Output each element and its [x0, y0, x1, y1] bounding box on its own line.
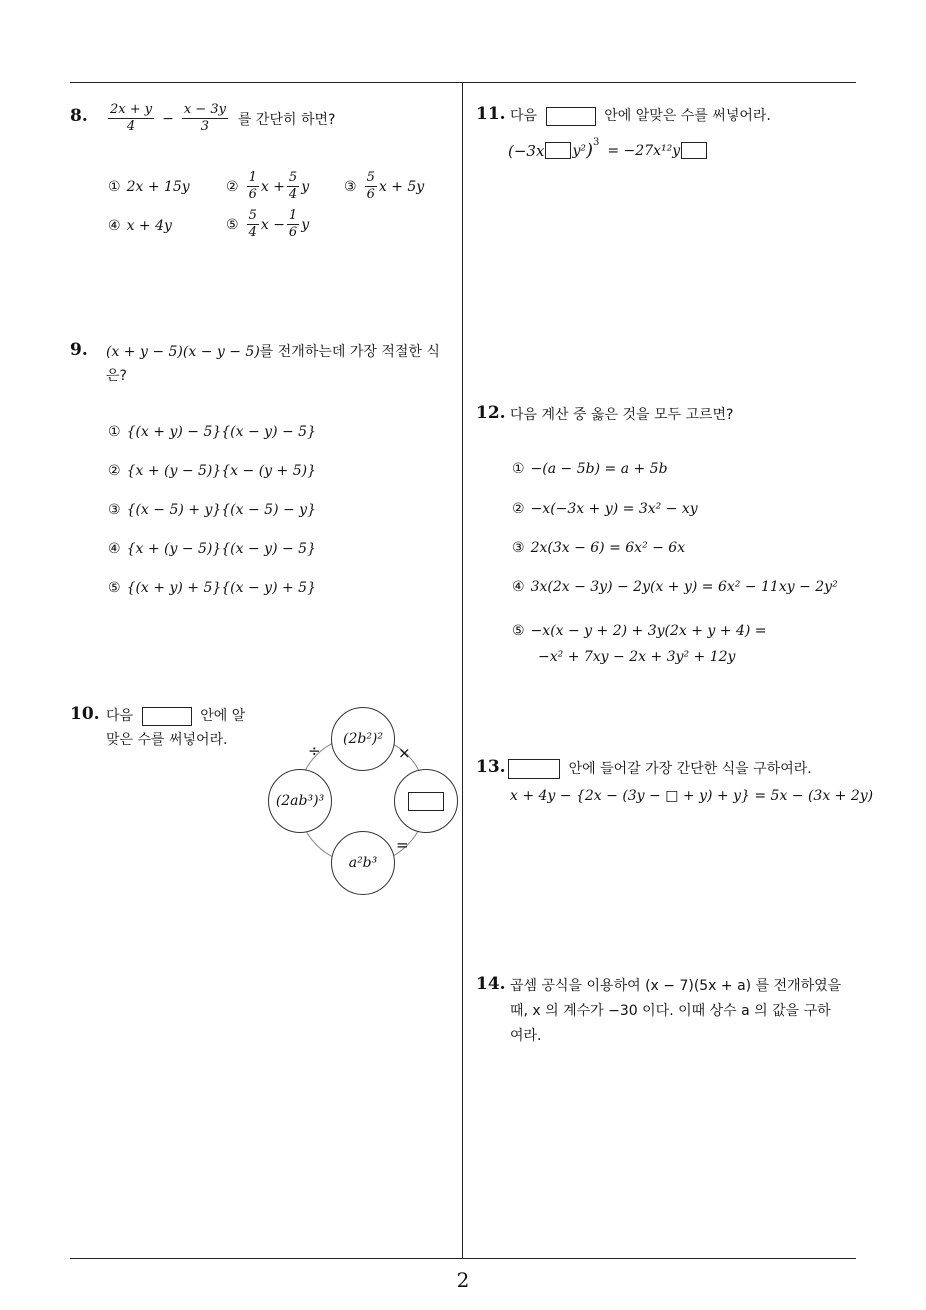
q8-fraction-2: $\frac{x - 3y}{3}$	[183, 102, 226, 134]
bottom-rule	[70, 1258, 856, 1259]
question-12-number: 12.	[476, 403, 506, 423]
q8-choice-2[interactable]: ② $\frac{1}{6}$ x + $\frac{5}{4}$ y	[226, 170, 310, 202]
diagram-node-bottom: a²b³	[331, 831, 395, 895]
diagram-node-left: (2ab³)³	[268, 769, 332, 833]
question-8-stem: $\frac{2x + y}{4}$ − $\frac{x - 3y}{3}$ 를 간단히 하면?	[110, 102, 336, 134]
q9-choice-2[interactable]: ② {x + (y − 5)}{x − (y + 5)}	[108, 463, 316, 479]
question-10-number: 10.	[70, 704, 100, 724]
question-8-number: 8.	[70, 106, 88, 126]
q8-choice-4[interactable]: ④ x + 4y	[108, 218, 172, 234]
q11-equation: (−3x y² ) $^3$ = −27x¹²y	[508, 140, 707, 161]
question-13-number: 13.	[476, 757, 506, 777]
q12-choice-1[interactable]: ① −(a − 5b) = a + 5b	[512, 461, 668, 477]
q8-fraction-1: $\frac{2x + y}{4}$	[110, 102, 153, 134]
q9-choice-5[interactable]: ⑤ {(x + y) + 5}{(x − y) + 5}	[108, 580, 316, 596]
q13-answer-box[interactable]	[508, 759, 560, 779]
equals-operator: =	[396, 836, 409, 854]
q11-exponent-box-1[interactable]	[545, 142, 571, 159]
q10-operation-diagram	[268, 706, 456, 896]
question-13-stem: 안에 들어갈 가장 간단한 식을 구하여라.	[508, 757, 812, 781]
q8-choice-1[interactable]: ① 2x + 15y	[108, 179, 190, 195]
diagram-answer-box[interactable]	[408, 792, 444, 811]
question-9-number: 9.	[70, 340, 88, 360]
diagram-node-right	[394, 769, 458, 833]
q9-choice-1[interactable]: ① {(x + y) − 5}{(x − y) − 5}	[108, 424, 316, 440]
q13-equation: x + 4y − {2x − (3y − □ + y) + y} = 5x − (3x + 2y)	[510, 788, 874, 804]
q12-choice-5[interactable]: ⑤ −x(x − y + 2) + 3y(2x + y + 4) = −x² + 7xy − 2x + 3y² + 12y	[512, 623, 767, 665]
question-12-stem: 다음 계산 중 옳은 것을 모두 고르면?	[510, 407, 734, 423]
q11-prompt-box	[546, 107, 596, 126]
q12-choice-3[interactable]: ③ 2x(3x − 6) = 6x² − 6x	[512, 540, 686, 556]
q8-choice-5[interactable]: ⑤ $\frac{5}{4}$ x − $\frac{1}{6}$ y	[226, 208, 310, 240]
q11-exponent-box-2[interactable]	[681, 142, 707, 159]
q12-choice-2[interactable]: ② −x(−3x + y) = 3x² − xy	[512, 501, 698, 517]
question-9-stem: (x + y − 5)(x − y − 5)를 전개하는데 가장 적절한 식 은?	[106, 344, 440, 384]
q8-prompt: 를 간단히 하면?	[237, 111, 336, 128]
q9-choice-3[interactable]: ③ {(x − 5) + y}{(x − 5) − y}	[108, 502, 316, 518]
question-10-stem: 다음 안에 알 맞은 수를 써넣어라.	[106, 708, 246, 748]
question-14-stem: 곱셈 공식을 이용하여 (x − 7)(5x + a) 를 전개하였을 때, x 의 계수가 −30 이다. 이때 상수 a 의 값을 구하 여라.	[510, 978, 842, 1044]
page-number: 2	[456, 1268, 470, 1292]
q9-choice-4[interactable]: ④ {x + (y − 5)}{(x − y) − 5}	[108, 541, 316, 557]
question-11-stem: 다음 안에 알맞은 수를 써넣어라.	[510, 108, 771, 124]
question-11-number: 11.	[476, 104, 506, 124]
q10-answer-box[interactable]	[142, 707, 192, 726]
column-divider	[462, 82, 463, 1258]
divide-operator: ÷	[308, 742, 321, 760]
times-operator: ×	[398, 744, 411, 762]
question-14-number: 14.	[476, 974, 506, 994]
diagram-node-top: (2b²)²	[331, 707, 395, 771]
top-rule	[70, 82, 856, 83]
q12-choice-4[interactable]: ④ 3x(2x − 3y) − 2y(x + y) = 6x² − 11xy − 2y²	[512, 579, 838, 595]
q8-choice-3[interactable]: ③ $\frac{5}{6}$ x + 5y	[344, 170, 425, 202]
